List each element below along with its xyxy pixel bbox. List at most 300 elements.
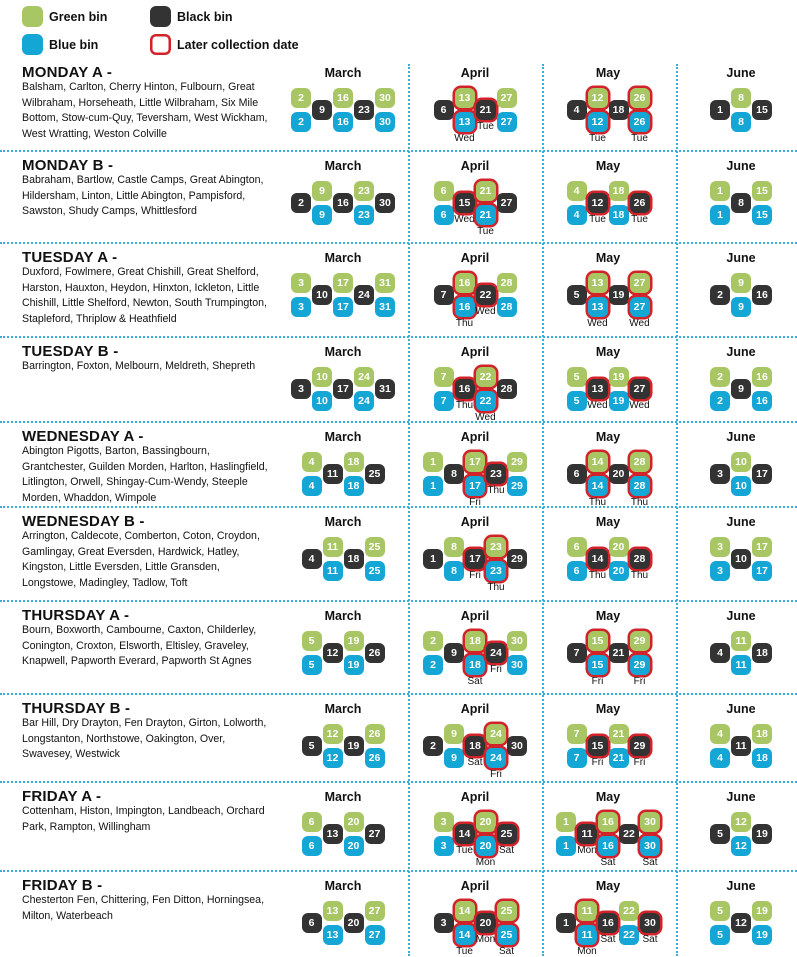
green-bin-date: 5 [567, 367, 587, 387]
blue-bin-date: 4 [302, 476, 322, 496]
month-label: June [726, 430, 756, 444]
blue-bin-date: 20 [344, 836, 364, 856]
black-bin-date: 11 [577, 824, 597, 844]
route-name: WEDNESDAY A - [22, 428, 144, 445]
black-bin-date: 1 [556, 913, 576, 933]
green-bin-date: 13 [588, 273, 608, 293]
green-bin-date: 19 [609, 367, 629, 387]
later-day-note: Sat [498, 946, 514, 957]
row-divider [0, 781, 797, 783]
later-day-note: Fri [490, 769, 502, 780]
green-bin-date: 28 [630, 452, 650, 472]
month-label: April [460, 790, 490, 804]
black-bin-date: 25 [497, 824, 517, 844]
blue-bin-date: 26 [365, 748, 385, 768]
blue-bin-date: 9 [444, 748, 464, 768]
black-bin-date: 1 [710, 100, 730, 120]
blue-bin-date: 20 [476, 836, 496, 856]
later-day-note: Sat [642, 857, 658, 868]
black-bin-date: 19 [609, 285, 629, 305]
later-day-note: Sat [498, 845, 514, 856]
blue-bin-date: 8 [731, 112, 751, 132]
month-label: March [324, 430, 362, 444]
green-bin-date: 16 [752, 367, 772, 387]
black-bin-date: 3 [434, 913, 454, 933]
black-bin-date: 18 [609, 100, 629, 120]
legend-label: Blue bin [49, 37, 99, 52]
route-name: TUESDAY B - [22, 343, 119, 360]
month-label: May [595, 159, 621, 173]
black-bin-date: 14 [588, 549, 608, 569]
route-name: MONDAY A - [22, 64, 113, 81]
month-label: March [324, 515, 362, 529]
route-name: THURSDAY B - [22, 700, 131, 717]
green-bin-date: 12 [588, 88, 608, 108]
green-bin-date: 10 [312, 367, 332, 387]
month-label: March [324, 790, 362, 804]
later-day-note: Sat [600, 857, 616, 868]
green-bin-date: 16 [333, 88, 353, 108]
blue-bin-date: 9 [312, 205, 332, 225]
green-bin-date: 1 [710, 181, 730, 201]
month-label: April [460, 345, 490, 359]
later-day-note: Sat [642, 934, 658, 945]
later-day-note: Fri [469, 570, 481, 581]
black-bin-date: 9 [444, 643, 464, 663]
black-bin-date: 10 [312, 285, 332, 305]
green-bin-date: 25 [365, 537, 385, 557]
green-bin-date: 21 [476, 181, 496, 201]
black-bin-date: 5 [302, 736, 322, 756]
later-day-note: Thu [455, 400, 474, 411]
green-bin-date: 14 [455, 901, 475, 921]
black-bin-date: 7 [567, 643, 587, 663]
route-places: Babraham, Bartlow, Castle Camps, Great Abington, Hildersham, Linton, Little Abington, Pampisford, Sawston, Shudy Camps, Whittlesford [22, 174, 264, 218]
black-bin-date: 8 [444, 464, 464, 484]
black-bin-date: 20 [609, 464, 629, 484]
route-places: Barrington, Foxton, Melbourn, Meldreth, Shepreth [22, 360, 256, 372]
month-label: March [324, 66, 362, 80]
later-day-note: Fri [591, 757, 604, 768]
black-bin-date: 13 [323, 824, 343, 844]
green-bin-date: 30 [507, 631, 527, 651]
blue-bin-date: 5 [567, 391, 587, 411]
green-bin-date: 2 [423, 631, 443, 651]
blue-bin-date: 2 [710, 391, 730, 411]
blue-bin-date: 27 [365, 925, 385, 945]
green-bin-date: 20 [609, 537, 629, 557]
green-bin-date: 18 [465, 631, 485, 651]
black-bin-date: 7 [434, 285, 454, 305]
route-places: Bar Hill, Dry Drayton, Fen Drayton, Girton, Lolworth, Longstanton, Northstowe, Oakington, Over, Swavesey, Westwick [22, 717, 267, 761]
later-day-note: Thu [630, 570, 649, 581]
black-bin-date: 18 [344, 549, 364, 569]
later-day-note: Thu [487, 485, 505, 496]
green-bin-date: 23 [486, 537, 506, 557]
month-label: April [460, 251, 490, 265]
route-places: Cottenham, Histon, Impington, Landbeach, Orchard Park, Rampton, Willingham [22, 805, 265, 833]
row-divider [0, 506, 797, 508]
row-divider [0, 600, 797, 602]
green-bin-date: 4 [710, 724, 730, 744]
blue-bin-date: 29 [507, 476, 527, 496]
green-bin-date: 8 [731, 88, 751, 108]
later-day-note: Thu [588, 497, 607, 508]
blue-bin-date: 14 [455, 925, 475, 945]
black-bin-date: 8 [731, 193, 751, 213]
black-bin-date: 30 [375, 193, 395, 213]
blue-bin-date: 13 [323, 925, 343, 945]
green-bin-date: 26 [365, 724, 385, 744]
green-bin-date: 10 [731, 452, 751, 472]
month-label: May [595, 879, 621, 893]
blue-bin-date: 4 [710, 748, 730, 768]
black-bin-date: 4 [710, 643, 730, 663]
green-bin-date: 17 [752, 537, 772, 557]
later-day-note: Thu [487, 582, 505, 593]
black-bin-date: 20 [344, 913, 364, 933]
later-day-note: Wed [475, 412, 496, 423]
black-bin-date: 6 [434, 100, 454, 120]
black-bin-date: 17 [752, 464, 772, 484]
blue-bin-date: 4 [567, 205, 587, 225]
black-bin-date: 16 [598, 913, 618, 933]
month-label: June [726, 609, 756, 623]
month-label: June [726, 515, 756, 529]
blue-bin-date: 3 [291, 297, 311, 317]
row-divider [0, 421, 797, 423]
black-bin-date: 28 [497, 379, 517, 399]
blue-bin-date: 11 [323, 561, 343, 581]
black-bin-date: 9 [312, 100, 332, 120]
later-day-note: Wed [587, 318, 608, 329]
blue-bin-date: 16 [752, 391, 772, 411]
green-bin-date: 5 [710, 901, 730, 921]
later-day-note: Sat [467, 757, 483, 768]
green-bin-date: 2 [291, 88, 311, 108]
blue-bin-date: 2 [291, 112, 311, 132]
month-label: April [460, 159, 490, 173]
later-day-note: Wed [475, 306, 496, 317]
blue-bin-date: 1 [423, 476, 443, 496]
month-label: June [726, 251, 756, 265]
blue-bin-date: 28 [630, 476, 650, 496]
green-bin-date: 21 [609, 724, 629, 744]
later-day-note: Tue [631, 133, 648, 144]
month-label: May [595, 609, 621, 623]
route-places: Chesterton Fen, Chittering, Fen Ditton, Horningsea, Milton, Waterbeach [22, 894, 265, 922]
green-bin-date: 31 [375, 273, 395, 293]
black-bin-date: 20 [476, 913, 496, 933]
blue-bin-date: 14 [588, 476, 608, 496]
green-bin-date: 1 [556, 812, 576, 832]
green-bin-date: 15 [588, 631, 608, 651]
blue-bin-date: 7 [434, 391, 454, 411]
green-bin-date: 6 [434, 181, 454, 201]
black-bin-date: 22 [476, 285, 496, 305]
month-label: April [460, 609, 490, 623]
blue-bin-date: 5 [710, 925, 730, 945]
blue-bin-date: 3 [434, 836, 454, 856]
column-divider [408, 64, 410, 956]
blue-bin-date: 24 [486, 748, 506, 768]
green-bin-date: 30 [375, 88, 395, 108]
black-bin-date: 16 [752, 285, 772, 305]
month-label: May [595, 345, 621, 359]
month-label: June [726, 702, 756, 716]
later-day-note: Wed [454, 214, 475, 225]
black-bin-date: 23 [354, 100, 374, 120]
month-label: June [726, 879, 756, 893]
black-bin-date: 30 [640, 913, 660, 933]
month-label: May [595, 790, 621, 804]
later-day-note: Tue [589, 133, 606, 144]
black-bin-date: 26 [365, 643, 385, 663]
black-bin-date: 6 [302, 913, 322, 933]
green-bin-date: 16 [455, 273, 475, 293]
black-bin-date: 11 [731, 736, 751, 756]
green-bin-date: 27 [630, 273, 650, 293]
black-bin-date: 27 [630, 379, 650, 399]
month-label: March [324, 251, 362, 265]
green-bin-date: 22 [619, 901, 639, 921]
row-divider [0, 150, 797, 152]
route-name: THURSDAY A - [22, 607, 130, 624]
month-label: March [324, 609, 362, 623]
later-day-note: Sat [600, 934, 616, 945]
green-bin-date: 4 [567, 181, 587, 201]
later-day-note: Thu [630, 497, 649, 508]
blue-bin-date: 29 [630, 655, 650, 675]
route-places: Abington Pigotts, Barton, Bassingbourn, Grantchester, Guilden Morden, Harlton, Haslingfield, Litlington, Orwell, Shingay-Cum-Wendy, Steeple Morden, Whaddon, Wimpole [22, 445, 268, 504]
blue-bin-date: 10 [312, 391, 332, 411]
blue-bin-date: 11 [577, 925, 597, 945]
later-day-note: Fri [591, 676, 604, 687]
black-bin-date: 15 [455, 193, 475, 213]
blue-bin-date: 12 [731, 836, 751, 856]
black-bin-date: 3 [710, 464, 730, 484]
blue-bin-date: 18 [752, 748, 772, 768]
black-bin-date: 15 [588, 736, 608, 756]
legend-label: Black bin [177, 9, 233, 24]
blue-bin-date: 30 [507, 655, 527, 675]
green-bin-date: 20 [344, 812, 364, 832]
blue-bin-date: 25 [365, 561, 385, 581]
black-bin-date: 24 [486, 643, 506, 663]
blue-bin-date: 15 [752, 205, 772, 225]
blue-bin-date: 1 [556, 836, 576, 856]
month-label: April [460, 879, 490, 893]
green-bin-date: 19 [344, 631, 364, 651]
route-name: TUESDAY A - [22, 249, 118, 266]
later-day-note: Fri [633, 757, 646, 768]
later-day-note: Tue [456, 845, 473, 856]
blue-bin-date: 12 [588, 112, 608, 132]
column-divider [542, 64, 544, 956]
blue-bin-date: 6 [434, 205, 454, 225]
black-bin-date: 9 [731, 379, 751, 399]
row-divider [0, 693, 797, 695]
month-label: May [595, 430, 621, 444]
later-day-note: Sat [467, 676, 483, 687]
green-bin-date: 29 [630, 631, 650, 651]
later-day-note: Mon [577, 845, 597, 856]
black-bin-date: 14 [455, 824, 475, 844]
blue-bin-date: 22 [476, 391, 496, 411]
black-bin-date: 22 [619, 824, 639, 844]
route-name: MONDAY B - [22, 157, 114, 174]
black-bin-date: 30 [507, 736, 527, 756]
later-day-note: Thu [455, 318, 474, 329]
green-bin-date: 18 [609, 181, 629, 201]
black-bin-date: 19 [344, 736, 364, 756]
blue-bin-date: 11 [731, 655, 751, 675]
black-bin-date: 29 [630, 736, 650, 756]
blue-bin-date: 24 [354, 391, 374, 411]
route-places: Bourn, Boxworth, Cambourne, Caxton, Childerley, Conington, Croxton, Elsworth, Eltisley, Graveley, Knapwell, Papworth Everard, Papworth St Agnes [22, 624, 257, 668]
black-bin-date: 24 [354, 285, 374, 305]
black-bin-date: 12 [588, 193, 608, 213]
green-bin-date: 25 [497, 901, 517, 921]
green-bin-date: 9 [312, 181, 332, 201]
legend-label: Green bin [49, 9, 108, 24]
blue-bin-date: 31 [375, 297, 395, 317]
black-bin-date: 12 [323, 643, 343, 663]
green-bin-date: 26 [630, 88, 650, 108]
blue-bin-date: 17 [333, 297, 353, 317]
month-label: April [460, 66, 490, 80]
green-bin-date: 22 [476, 367, 496, 387]
month-label: June [726, 345, 756, 359]
black-bin-date: 4 [567, 100, 587, 120]
blue-bin-date: 22 [619, 925, 639, 945]
blue-bin-date: 5 [302, 655, 322, 675]
black-bin-date: 21 [476, 100, 496, 120]
black-bin-date: 1 [423, 549, 443, 569]
month-label: March [324, 345, 362, 359]
later-day-note: Tue [456, 946, 473, 957]
green-bin-date: 9 [731, 273, 751, 293]
blue-bin-date: 15 [588, 655, 608, 675]
black-bin-date: 5 [567, 285, 587, 305]
black-bin-date: 28 [630, 549, 650, 569]
green-bin-date: 1 [423, 452, 443, 472]
month-label: June [726, 790, 756, 804]
blue-bin-date: 10 [731, 476, 751, 496]
blue-bin-date: 27 [630, 297, 650, 317]
blue-bin-date: 17 [752, 561, 772, 581]
green-bin-date: 2 [710, 367, 730, 387]
month-label: May [595, 66, 621, 80]
route-name: FRIDAY A - [22, 788, 102, 805]
black-bin-date: 2 [710, 285, 730, 305]
later-day-note: Tue [589, 214, 606, 225]
green-bin-date: 7 [567, 724, 587, 744]
month-label: April [460, 702, 490, 716]
later-day-note: Fri [633, 676, 646, 687]
black-bin-date: 15 [752, 100, 772, 120]
green-bin-date: 19 [752, 901, 772, 921]
green-bin-date: 12 [731, 812, 751, 832]
month-label: March [324, 879, 362, 893]
blue-bin-date: 28 [497, 297, 517, 317]
month-label: May [595, 702, 621, 716]
route-places: Balsham, Carlton, Cherry Hinton, Fulbourn, Great Wilbraham, Horseheath, Little Wilbraham, Six Mile Bottom, Stow-cum-Quy, Teversham, West Wickham, West Wratting, Weston Colville [22, 81, 268, 140]
green-bin-date: 3 [434, 812, 454, 832]
green-bin-date: 5 [302, 631, 322, 651]
route-name: FRIDAY B - [22, 877, 103, 894]
blue-bin-date: 18 [609, 205, 629, 225]
green-bin-date: 30 [640, 812, 660, 832]
blue-bin-date: 2 [423, 655, 443, 675]
later-day-note: Thu [588, 570, 607, 581]
blue-bin-date: 3 [710, 561, 730, 581]
green-bin-date: 3 [710, 537, 730, 557]
later-day-note: Mon [475, 934, 496, 945]
green-bin-date: 17 [333, 273, 353, 293]
black-bin-date: 31 [375, 379, 395, 399]
green-bin-date: 16 [598, 812, 618, 832]
blue-bin-date: 19 [752, 925, 772, 945]
month-label: April [460, 430, 490, 444]
green-bin-date: 27 [497, 88, 517, 108]
blue-bin-date: 16 [455, 297, 475, 317]
month-label: June [726, 66, 756, 80]
black-bin-date: 4 [302, 549, 322, 569]
blue-bin-date: 18 [344, 476, 364, 496]
blue-bin-date: 27 [497, 112, 517, 132]
blue-bin-date: 6 [302, 836, 322, 856]
black-bin-date: 13 [588, 379, 608, 399]
green-bin-date: 14 [588, 452, 608, 472]
black-bin-date: 17 [465, 549, 485, 569]
green-bin-date: 12 [323, 724, 343, 744]
green-bin-date: 11 [323, 537, 343, 557]
blue-bin-date: 16 [333, 112, 353, 132]
black-bin-date: 5 [710, 824, 730, 844]
blue-bin-date: 30 [375, 112, 395, 132]
green-bin-date: 8 [444, 537, 464, 557]
blue-bin-date: 26 [630, 112, 650, 132]
route-places: Arrington, Caldecote, Comberton, Coton, Croydon, Gamlingay, Great Eversden, Hardwick, Hatley, Kingston, Little Eversden, Little Gransden, Longstowe, Madingley, Tadlow, Toft [22, 530, 260, 589]
black-bin-date: 18 [465, 736, 485, 756]
later-day-note: Wed [629, 318, 650, 329]
black-bin-date: 25 [365, 464, 385, 484]
blue-bin-date: 7 [567, 748, 587, 768]
black-bin-date: 12 [731, 913, 751, 933]
green-bin-date: 9 [444, 724, 464, 744]
blue-bin-date: 1 [710, 205, 730, 225]
later-day-note: Mon [577, 946, 597, 957]
blue-bin-date: 8 [444, 561, 464, 581]
later-day-note: Fri [469, 497, 481, 508]
blue-bin-date: 18 [465, 655, 485, 675]
black-bin-date: 16 [455, 379, 475, 399]
blue-bin-date: 21 [609, 748, 629, 768]
later-day-note: Mon [475, 857, 496, 868]
blue-bin-date: 13 [455, 112, 475, 132]
blue-bin-date: 17 [465, 476, 485, 496]
later-day-note: Tue [477, 121, 494, 132]
black-bin-date: 29 [507, 549, 527, 569]
green-bin-date: 7 [434, 367, 454, 387]
month-label: April [460, 515, 490, 529]
green-bin-date: 11 [731, 631, 751, 651]
black-bin-date: 23 [486, 464, 506, 484]
black-bin-date: 17 [333, 379, 353, 399]
green-bin-date: 6 [302, 812, 322, 832]
blue-bin-date: 21 [476, 205, 496, 225]
